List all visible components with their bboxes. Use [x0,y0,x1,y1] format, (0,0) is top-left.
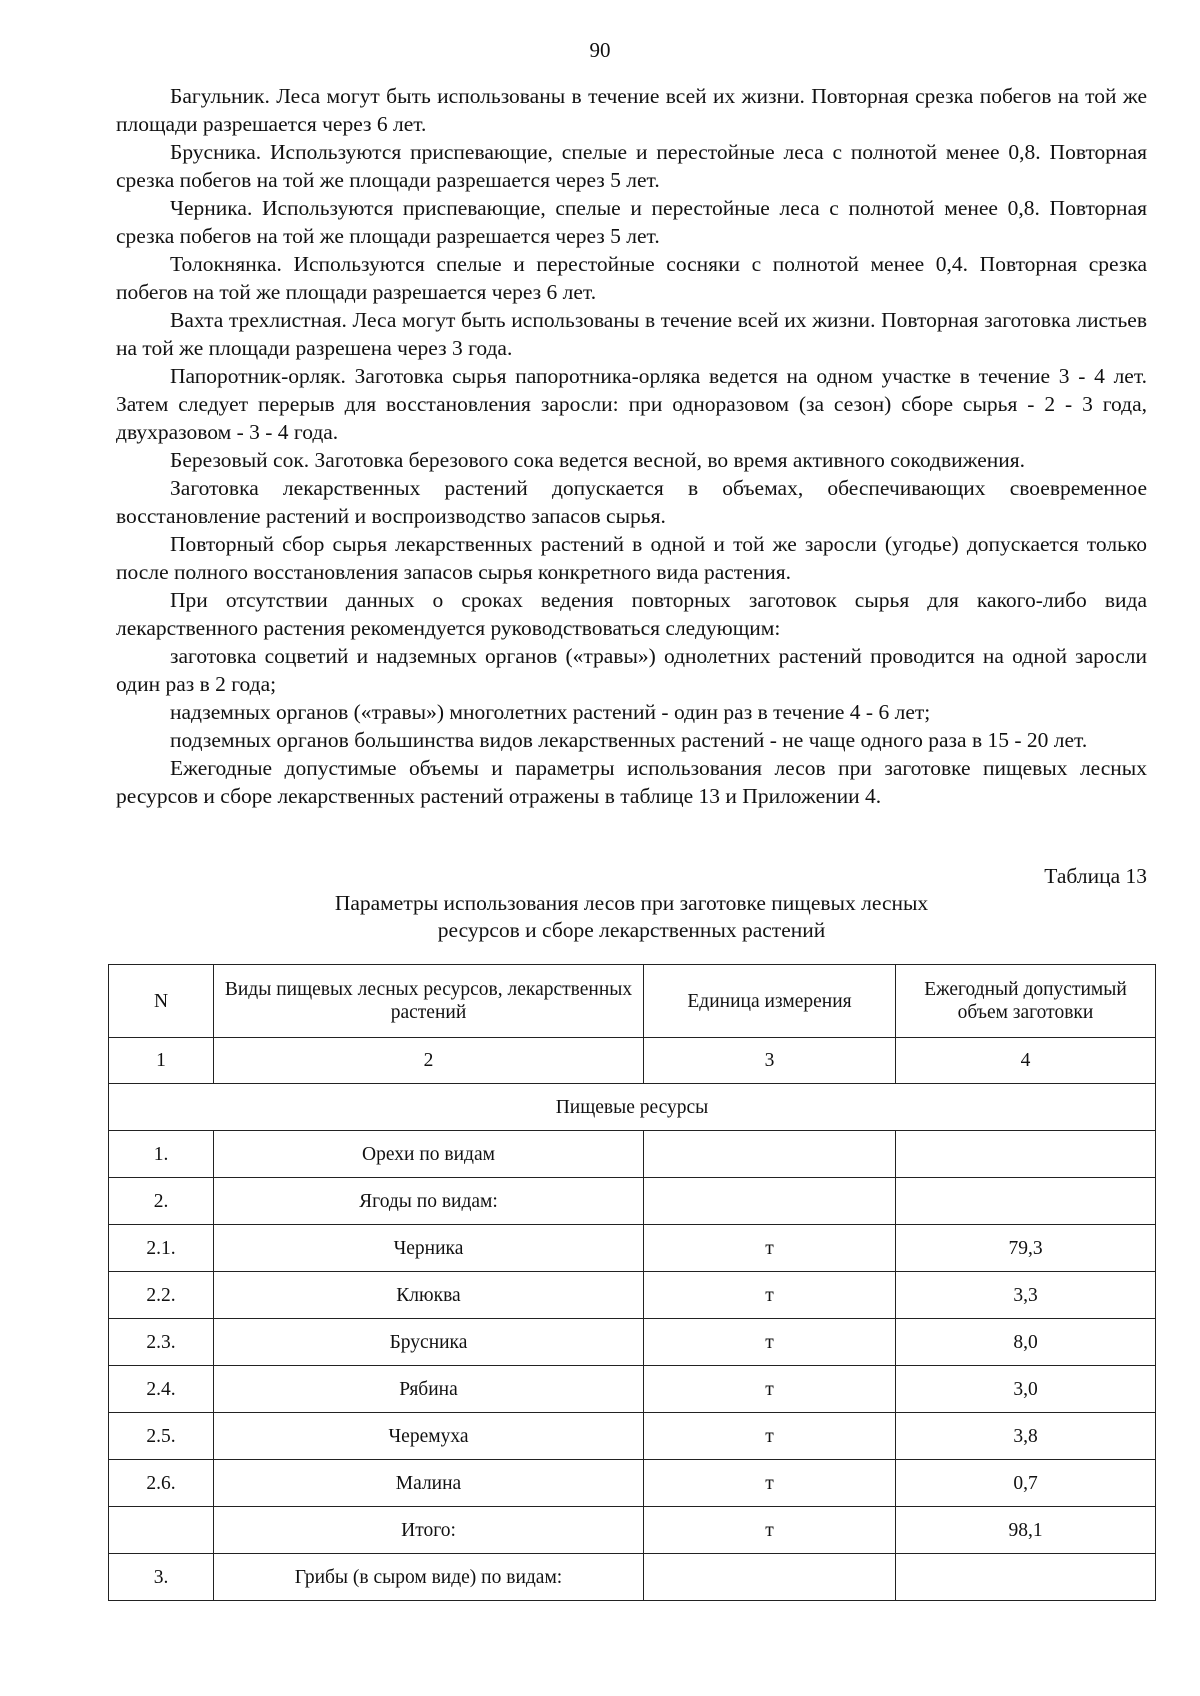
paragraph: Брусника. Используются приспевающие, спелые и перестойные леса с полнотой менее 0,8. Повторная срезка побегов на той же площади разрешается через 5 лет. [116,140,1147,192]
header-cell: N [109,965,214,1038]
row-unit: т [644,1507,896,1554]
paragraph: заготовка соцветий и надземных органов («травы») однолетних растений проводится на одной заросли один раз в 2 года; [116,644,1147,696]
row-number: 2.4. [109,1366,214,1413]
row-volume: 3,8 [896,1413,1156,1460]
header-cell: Единица измерения [644,965,896,1038]
column-number-cell: 3 [644,1038,896,1084]
row-unit: т [644,1366,896,1413]
row-unit: т [644,1460,896,1507]
section-row [109,1084,1156,1131]
row-unit: т [644,1272,896,1319]
column-number-cell: 1 [109,1038,214,1084]
row-volume [896,1178,1156,1225]
row-volume: 3,0 [896,1366,1156,1413]
row-name: Клюква [214,1272,644,1319]
parameters-table [108,964,1156,1601]
table-number: Таблица 13 [1044,864,1147,888]
header-cell: Ежегодный допустимый объем заготовки [896,965,1156,1038]
row-volume [896,1131,1156,1178]
row-unit [644,1554,896,1601]
row-number: 2.3. [109,1319,214,1366]
paragraph: Черника. Используются приспевающие, спелые и перестойные леса с полнотой менее 0,8. Повторная срезка побегов на той же площади разрешается через 5 лет. [116,196,1147,248]
row-name: Ягоды по видам: [214,1178,644,1225]
paragraph: подземных органов большинства видов лекарственных растений - не чаще одного раза в 15 - 20 лет. [170,728,1088,752]
row-volume: 98,1 [896,1507,1156,1554]
row-unit [644,1178,896,1225]
paragraph: Ежегодные допустимые объемы и параметры использования лесов при заготовке пищевых лесных ресурсов и сборе лекарственных растений отражены в таблице 13 и Приложении 4. [116,756,1147,808]
row-name: Итого: [214,1507,644,1554]
paragraph: Березовый сок. Заготовка березового сока ведется весной, во время активного сокодвижения. [170,448,1026,472]
table-row-total [109,1507,1156,1554]
paragraph: Толокнянка. Используются спелые и перестойные сосняки с полнотой менее 0,4. Повторная срезка побегов на той же площади разрешается через 6 лет. [116,252,1147,304]
row-number: 2.5. [109,1413,214,1460]
table-row [109,1225,1156,1272]
table-row [109,1366,1156,1413]
row-number: 2.6. [109,1460,214,1507]
row-volume [896,1554,1156,1601]
row-unit: т [644,1413,896,1460]
row-volume: 8,0 [896,1319,1156,1366]
body-text [116,82,1147,810]
table-row [109,1554,1156,1601]
row-name: Малина [214,1460,644,1507]
row-number: 2. [109,1178,214,1225]
paragraph: Повторный сбор сырья лекарственных растений в одной и той же заросли (угодье) допускается только после полного восстановления запасов сырья конкретного вида растения. [116,532,1147,584]
row-name: Грибы (в сыром виде) по видам: [214,1554,644,1601]
table-row [109,1319,1156,1366]
paragraph: При отсутствии данных о сроках ведения повторных заготовок сырья для какого-либо вида лекарственного растения рекомендуется руководствоваться следующим: [116,588,1147,640]
row-volume: 79,3 [896,1225,1156,1272]
row-volume: 3,3 [896,1272,1156,1319]
paragraph: Заготовка лекарственных растений допускается в объемах, обеспечивающих своевременное восстановление растений и воспроизводство запасов сырья. [116,476,1147,528]
paragraph: Багульник. Леса могут быть использованы в течение всей их жизни. Повторная срезка побегов на той же площади разрешается через 6 лет. [116,84,1147,136]
section-label: Пищевые ресурсы [109,1084,1156,1131]
paragraph: надземных органов («травы») многолетних растений - один раз в течение 4 - 6 лет; [170,700,931,724]
column-number-row [109,1038,1156,1084]
table-caption [116,863,1147,944]
row-unit [644,1131,896,1178]
row-number: 1. [109,1131,214,1178]
row-number: 2.2. [109,1272,214,1319]
paragraph: Папоротник-орляк. Заготовка сырья папоротника-орляка ведется на одном участке в течение 3 - 4 лет. Затем следует перерыв для восстановления заросли: при одноразовом (за сезон) сборе сырья - 2 - 3 года, двухразовом - 3 - 4 года. [116,364,1147,444]
row-volume: 0,7 [896,1460,1156,1507]
row-unit: т [644,1225,896,1272]
table-header-row [109,965,1156,1038]
row-number: 3. [109,1554,214,1601]
table-row [109,1178,1156,1225]
table-row [109,1413,1156,1460]
row-name: Черника [214,1225,644,1272]
paragraph: Вахта трехлистная. Леса могут быть использованы в течение всей их жизни. Повторная заготовка листьев на той же площади разрешена через 3 года. [116,308,1147,360]
row-number: 2.1. [109,1225,214,1272]
row-number [109,1507,214,1554]
column-number-cell: 2 [214,1038,644,1084]
table-row [109,1131,1156,1178]
row-name: Орехи по видам [214,1131,644,1178]
table-row [109,1460,1156,1507]
row-name: Рябина [214,1366,644,1413]
table-row [109,1272,1156,1319]
row-name: Брусника [214,1319,644,1366]
row-name: Черемуха [214,1413,644,1460]
row-unit: т [644,1319,896,1366]
column-number-cell: 4 [896,1038,1156,1084]
page-number: 90 [589,38,611,62]
header-cell: Виды пищевых лесных ресурсов, лекарственных растений [214,965,644,1038]
table-title: Параметры использования лесов при заготовке пищевых лесных ресурсов и сборе лекарственных растений [334,891,929,942]
